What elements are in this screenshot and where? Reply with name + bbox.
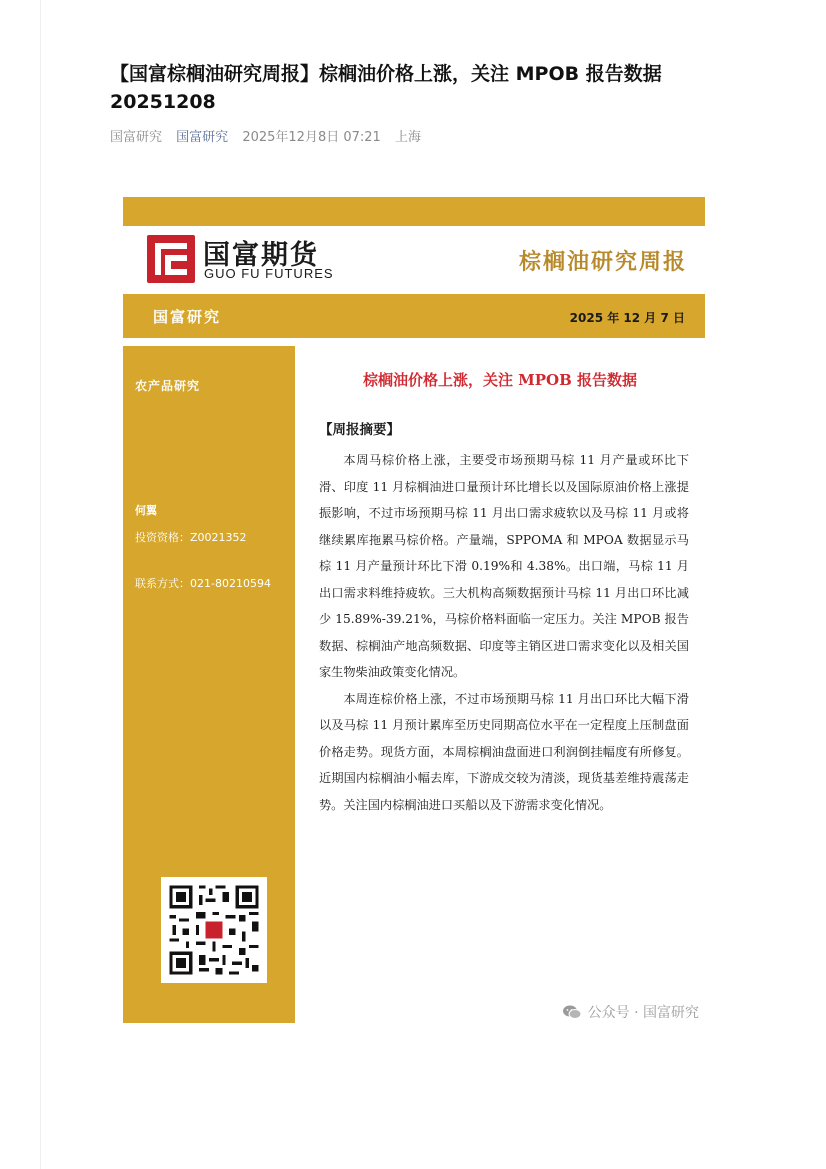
summary-paragraph: 本周马棕价格上涨，主要受市场预期马棕 11 月产量或环比下滑、印度 11 月棕榈油进口量预计环比增长以及国际原油价格上涨提振影响，不过市场预期马棕 11 月出口需求疲软以及马棕 11 月或将继续累库拖累马棕价格。产量端，SPPOMA 和 MPOA 数据显示马棕 11 月产量预计环比下滑 0.19%和 4.38%。出口端，马棕 11 月出口需求料维持疲软。三大机构高频数据预计马棕 11 月出口环比减少 15.89%-39.21%，马棕价格料面临一定压力。关注 MPOB 报告数据、棕榈油产地高频数据、印度等主销区进口需求变化以及相关国家生物柴油政策变化情况。 — [319, 453, 689, 679]
qr-code-icon — [161, 877, 267, 983]
sidebar-category: 农产品研究 — [135, 379, 201, 393]
page-left-rule — [40, 0, 41, 1169]
sidebar-analyst: 何翼 — [135, 504, 157, 517]
article-location: 上海 — [394, 130, 421, 145]
report-department: 国富研究 — [153, 308, 222, 326]
article-author: 国富研究 — [110, 130, 163, 145]
article-meta — [110, 126, 431, 145]
sidebar-license: 投资资格：Z0021352 — [135, 531, 247, 544]
report-date: 2025 年 12 月 7 日 — [569, 311, 685, 325]
account-link[interactable]: 国富研究 — [176, 130, 229, 145]
wechat-icon — [562, 1004, 582, 1020]
article-title: 【国富棕榈油研究周报】棕榈油价格上涨，关注 MPOB 报告数据 20251208 — [110, 63, 662, 113]
report-sidebar — [123, 346, 295, 1023]
report-name: 棕榈油研究周报 — [518, 249, 687, 275]
logo-chinese-name: 国富期货 — [203, 240, 319, 271]
company-logo — [147, 235, 357, 283]
wechat-watermark — [562, 1002, 699, 1022]
report-image — [123, 197, 705, 1023]
watermark-text: 公众号 · 国富研究 — [587, 1005, 699, 1021]
summary-body — [319, 447, 689, 818]
logo-english-name: GUO FU FUTURES — [204, 266, 334, 281]
report-headline: 棕榈油价格上涨，关注 MPOB 报告数据 — [362, 371, 638, 389]
report-header-bar — [123, 294, 705, 338]
summary-label: 【周报摘要】 — [319, 422, 400, 438]
article-datetime: 2025年12月8日 07:21 — [242, 130, 381, 145]
summary-paragraph: 本周连棕价格上涨，不过市场预期马棕 11 月出口环比大幅下滑以及马棕 11 月预计累库至历史同期高位水平在一定程度上压制盘面价格走势。现货方面，本周棕榈油盘面进口利润倒挂幅度有所修复。近期国内棕榈油小幅去库，下游成交较为清淡，现货基差维持震荡走势。关注国内棕榈油进口买船以及下游需求变化情况。 — [319, 691, 689, 812]
company-logo-icon — [147, 235, 195, 283]
report-top-bar — [123, 197, 705, 226]
sidebar-contact: 联系方式：021-80210594 — [135, 577, 271, 590]
